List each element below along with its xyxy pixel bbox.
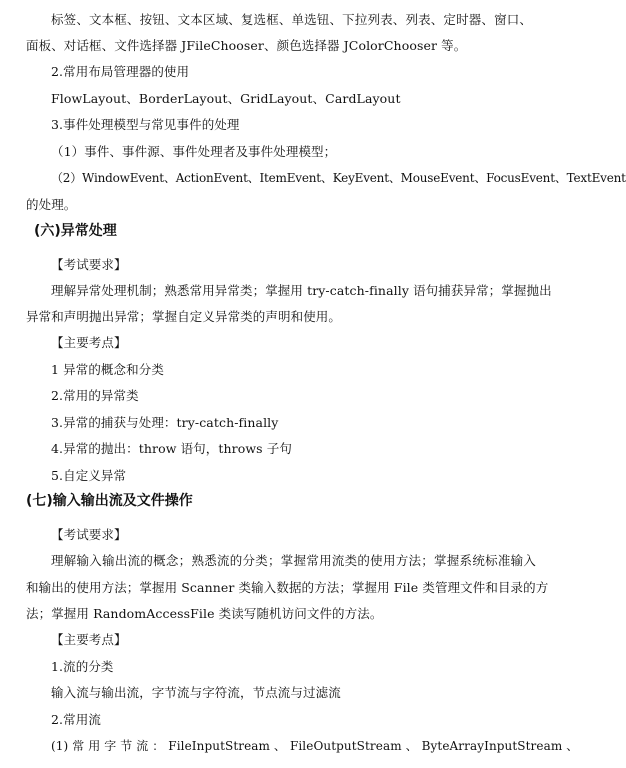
- text-line: （1）事件、事件源、事件处理者及事件处理模型；: [51, 144, 337, 159]
- text-line: 3.异常的捕获与处理：try-catch-finally: [51, 415, 279, 430]
- text-line: 1 异常的概念和分类: [51, 362, 164, 377]
- text-line: 的处理。: [26, 197, 77, 212]
- text-line: 异常和声明抛出异常；掌握自定义异常类的声明和使用。: [26, 309, 342, 324]
- text-line: 3.事件处理模型与常见事件的处理: [51, 117, 240, 132]
- text-line: 4.异常的抛出：throw 语句，throws 子句: [51, 441, 292, 456]
- text-line: 理解输入输出流的概念；熟悉流的分类；掌握常用流类的使用方法；掌握系统标准输入: [51, 553, 536, 568]
- text-line: 【主要考点】: [51, 335, 127, 350]
- text-line: 理解异常处理机制；熟悉常用异常类；掌握用 try-catch-finally 语句捕获异常；掌握抛出: [51, 283, 552, 298]
- text-line: 法；掌握用 RandomAccessFile 类读写随机访问文件的方法。: [26, 606, 383, 621]
- text-line: 面板、对话框、文件选择器 JFileChooser、颜色选择器 JColorChooser 等。: [26, 38, 467, 53]
- text-line: 和输出的使用方法；掌握用 Scanner 类输入数据的方法；掌握用 File 类管理文件和目录的方: [26, 580, 549, 595]
- text-line: 【考试要求】: [51, 257, 127, 272]
- text-line: 2.常用流: [51, 712, 101, 727]
- text-line: 5.自定义异常: [51, 468, 127, 483]
- text-line: (1) 常 用 字 节 流 ： FileInputStream 、 FileOutputStream 、 ByteArrayInputStream 、: [51, 739, 579, 753]
- text-line: 2.常用的异常类: [51, 388, 139, 403]
- text-line: 标签、文本框、按钮、文本区域、复选框、单选钮、下拉列表、列表、定时器、窗口、: [51, 12, 532, 27]
- text-line: FlowLayout、BorderLayout、GridLayout、CardLayout: [51, 91, 401, 106]
- section-heading: (七)输入输出流及文件操作: [26, 493, 193, 509]
- section-heading: (六)异常处理: [34, 223, 117, 239]
- text-line: 2.常用布局管理器的使用: [51, 64, 190, 79]
- text-line: （2）WindowEvent、ActionEvent、ItemEvent、KeyEvent、MouseEvent、FocusEvent、TextEvent: [51, 171, 626, 185]
- text-line: 【主要考点】: [51, 632, 127, 647]
- text-line: 输入流与输出流，字节流与字符流，节点流与过滤流: [51, 685, 341, 700]
- text-line: 【考试要求】: [51, 527, 127, 542]
- text-line: 1.流的分类: [51, 659, 114, 674]
